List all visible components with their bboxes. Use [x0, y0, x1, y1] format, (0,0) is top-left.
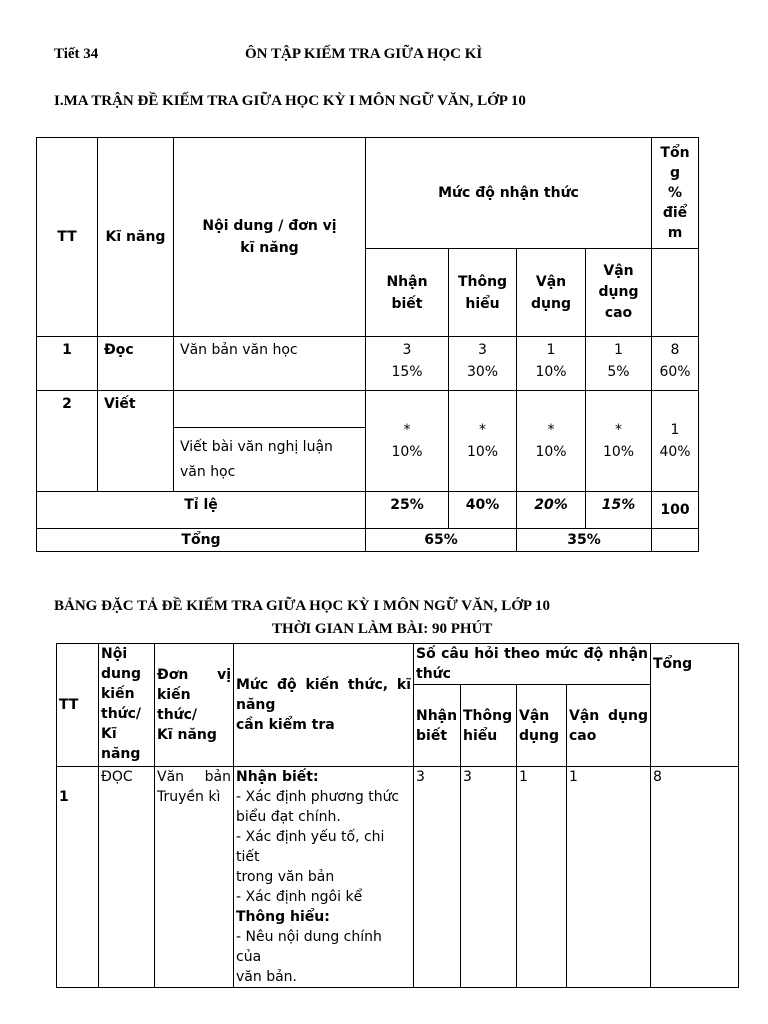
- cell-line: 30%: [466, 364, 499, 380]
- spec-header-unit-line: [157, 665, 231, 685]
- sum-label: Tổng: [37, 529, 366, 552]
- header-level-text: Thông: [457, 273, 508, 290]
- cell-line: 3: [478, 342, 487, 358]
- ratio-apply: 20%: [517, 492, 586, 529]
- header-level-apply-high: [586, 249, 652, 337]
- recognize-item: trong văn bản: [236, 869, 335, 885]
- page-title: ÔN TẬP KIẾM TRA GIỮA HỌC KÌ: [245, 46, 483, 62]
- cell-line: 40%: [659, 444, 691, 460]
- row-1-total: [652, 337, 699, 391]
- spec-level-line: biết: [416, 727, 448, 744]
- understand-item: - Nêu nội dung chính của: [236, 929, 382, 965]
- spec-level-line: Nhận: [416, 707, 458, 724]
- spec-level-line: [569, 706, 648, 726]
- header-content: [174, 138, 366, 337]
- recognize-item: - Xác định ngôi kể: [236, 889, 363, 905]
- row-2-total: [652, 391, 699, 492]
- spec-level-understand: [461, 685, 517, 767]
- spec-row-1-content: ĐỌC: [99, 767, 155, 988]
- spec-level-recognize: [414, 685, 461, 767]
- spec-header-level-line: cần kiểm tra: [236, 717, 335, 733]
- spec-level-line: Thông: [463, 707, 513, 724]
- header-content-line-1: Nội dung / đơn vị: [202, 218, 337, 234]
- spec-header-content-line: Kĩ: [101, 726, 117, 742]
- header-skill: Kĩ năng: [98, 138, 174, 337]
- row-2-tt: 2: [37, 391, 98, 492]
- row-1-understand: [449, 337, 517, 391]
- header-content-line-2: kĩ năng: [240, 240, 299, 256]
- cell-line: 60%: [659, 364, 691, 380]
- spec-row-1-apply-high-count: 1: [567, 767, 651, 988]
- spec-header-unit: [155, 644, 234, 767]
- spec-row-1-unit-line: Truyền kì: [157, 789, 221, 805]
- recognize-item: - Xác định phương thức: [236, 789, 400, 805]
- spec-level-word: dụng: [608, 707, 648, 724]
- ratio-total: 100: [652, 492, 699, 529]
- row-1-apply-high: [586, 337, 652, 391]
- row-2-understand: [449, 391, 517, 492]
- spec-header-count-line: Số câu hỏi theo mức độ nhận: [416, 646, 648, 662]
- row-1-skill: Đọc: [98, 337, 174, 391]
- recognize-item: - Xác định yếu tố, chi tiết: [236, 829, 385, 865]
- ratio-apply-high: 15%: [586, 492, 652, 529]
- spec-level-word: Vận: [569, 707, 600, 724]
- spec-header-unit-word: Đơn: [157, 667, 189, 683]
- row-2-recognize: [366, 391, 449, 492]
- cell-line: *: [403, 422, 411, 438]
- cell-line: 10%: [535, 364, 567, 380]
- spec-level-line: dụng: [519, 727, 559, 744]
- header-level-text: dụng: [531, 295, 571, 312]
- exam-time: THỜI GIAN LÀM BÀI: 90 PHÚT: [272, 621, 493, 637]
- spec-header-unit-line: kiến: [157, 687, 191, 703]
- spec-header-content-line: năng: [101, 746, 141, 762]
- header-total-line: m: [667, 225, 683, 241]
- spec-header-content: [99, 644, 155, 767]
- assessment-matrix-table: [36, 137, 699, 552]
- section-1-heading: I.MA TRẬN ĐỀ KIẾM TRA GIỮA HỌC KỲ I MÔN NGỮ VĂN, LỚP 10: [54, 93, 526, 109]
- spec-header-level: [234, 644, 414, 767]
- spec-header-level-line: Mức độ kiến thức, kĩ: [236, 677, 411, 693]
- ratio-recognize: 25%: [366, 492, 449, 529]
- header-level-recognize: [366, 249, 449, 337]
- spec-row-1-unit-word: Văn: [157, 769, 185, 785]
- row-2-content: [174, 428, 366, 492]
- spec-header-question-count: [414, 644, 651, 685]
- cell-line: *: [479, 422, 486, 438]
- cell-line: 10%: [602, 444, 635, 460]
- spec-level-apply: [517, 685, 567, 767]
- row-2-skill: Viết: [98, 391, 174, 492]
- row-1-tt: 1: [37, 337, 98, 391]
- spec-header-unit-word: vị: [217, 667, 231, 683]
- header-total-line: điể: [662, 205, 688, 221]
- spec-level-line: Vận: [519, 707, 550, 724]
- understand-item: văn bản.: [236, 969, 297, 985]
- sum-recognize-understand: 65%: [366, 529, 517, 552]
- spec-header-content-line: thức/: [101, 706, 142, 722]
- lesson-number: Tiết 34: [54, 46, 99, 62]
- ratio-label: Tỉ lệ: [37, 492, 366, 529]
- spec-header-unit-line: thức/: [157, 707, 198, 723]
- header-level-apply: [517, 249, 586, 337]
- spec-header-content-line: dung: [101, 666, 141, 682]
- spec-row-1-unit-line: [157, 767, 231, 787]
- spec-row-1-level-detail: [234, 767, 414, 988]
- row-2-content-line-2: văn học: [180, 463, 236, 480]
- spec-header-content-line: kiến: [101, 686, 135, 702]
- cell-line: 10%: [466, 444, 499, 460]
- header-level-text: Vận: [603, 263, 634, 279]
- header-cognitive-level: Mức độ nhận thức: [366, 138, 652, 249]
- recognize-item: biểu đạt chính.: [236, 809, 341, 825]
- header-level-text: dụng: [598, 284, 639, 300]
- spec-row-1-unit-word: bản: [204, 769, 231, 785]
- row-2-apply: [517, 391, 586, 492]
- cell-line: *: [615, 422, 622, 438]
- header-total-line: g: [669, 165, 681, 181]
- header-total-line: Tổn: [660, 145, 690, 161]
- header-level-text: biết: [391, 295, 423, 312]
- header-total-empty: [652, 249, 699, 337]
- spec-row-1-tt: 1: [57, 767, 99, 988]
- row-1-recognize: [366, 337, 449, 391]
- cell-line: 3: [402, 342, 412, 358]
- spec-row-1-unit: [155, 767, 234, 988]
- cell-line: 10%: [391, 444, 423, 460]
- cell-line: 1: [614, 342, 623, 358]
- cell-line: 1: [546, 342, 556, 358]
- row-2-content-empty: [174, 391, 366, 428]
- header-level-understand: [449, 249, 517, 337]
- header-level-text: Vận: [535, 273, 567, 290]
- header-total-line: %: [667, 185, 683, 201]
- section-2-heading: BẢNG ĐẶC TẢ ĐỀ KIẾM TRA GIỮA HỌC KỲ I MÔN NGỮ VĂN, LỚP 10: [54, 598, 551, 614]
- spec-row-1-recognize-count: 3: [414, 767, 461, 988]
- spec-row-1-apply-count: 1: [517, 767, 567, 988]
- cell-line: 15%: [391, 364, 423, 380]
- recognize-label: Nhận biết:: [236, 769, 319, 785]
- header-total: [652, 138, 699, 249]
- spec-level-apply-high: [567, 685, 651, 767]
- spec-header-content-line: Nội: [101, 646, 128, 662]
- header-level-text: hiểu: [465, 295, 500, 312]
- spec-header-tt: TT: [57, 644, 99, 767]
- cell-line: 8: [670, 342, 680, 358]
- header-level-text: Nhận: [386, 273, 428, 290]
- row-1-content: Văn bản văn học: [174, 337, 366, 391]
- spec-level-line: hiểu: [463, 727, 498, 744]
- header-tt: TT: [37, 138, 98, 337]
- row-2-apply-high: [586, 391, 652, 492]
- row-2-content-line-1: Viết bài văn nghị luận: [180, 438, 333, 455]
- spec-header-count-line: thức: [416, 666, 451, 682]
- understand-label: Thông hiểu:: [236, 909, 330, 925]
- cell-line: 1: [670, 422, 680, 438]
- cell-line: *: [547, 422, 555, 438]
- spec-header-unit-line: Kĩ năng: [157, 727, 217, 743]
- header-level-text: cao: [604, 305, 633, 321]
- ratio-understand: 40%: [449, 492, 517, 529]
- spec-header-level-line: năng: [236, 697, 276, 713]
- sum-total-empty: [652, 529, 699, 552]
- cell-line: 10%: [535, 444, 567, 460]
- spec-level-line: cao: [569, 727, 597, 744]
- cell-line: 5%: [607, 364, 630, 380]
- sum-apply: 35%: [517, 529, 652, 552]
- spec-row-1-understand-count: 3: [461, 767, 517, 988]
- specification-table: [56, 643, 739, 988]
- spec-row-1-total: 8: [651, 767, 739, 988]
- row-1-apply: [517, 337, 586, 391]
- spec-header-total: Tổng: [651, 644, 739, 767]
